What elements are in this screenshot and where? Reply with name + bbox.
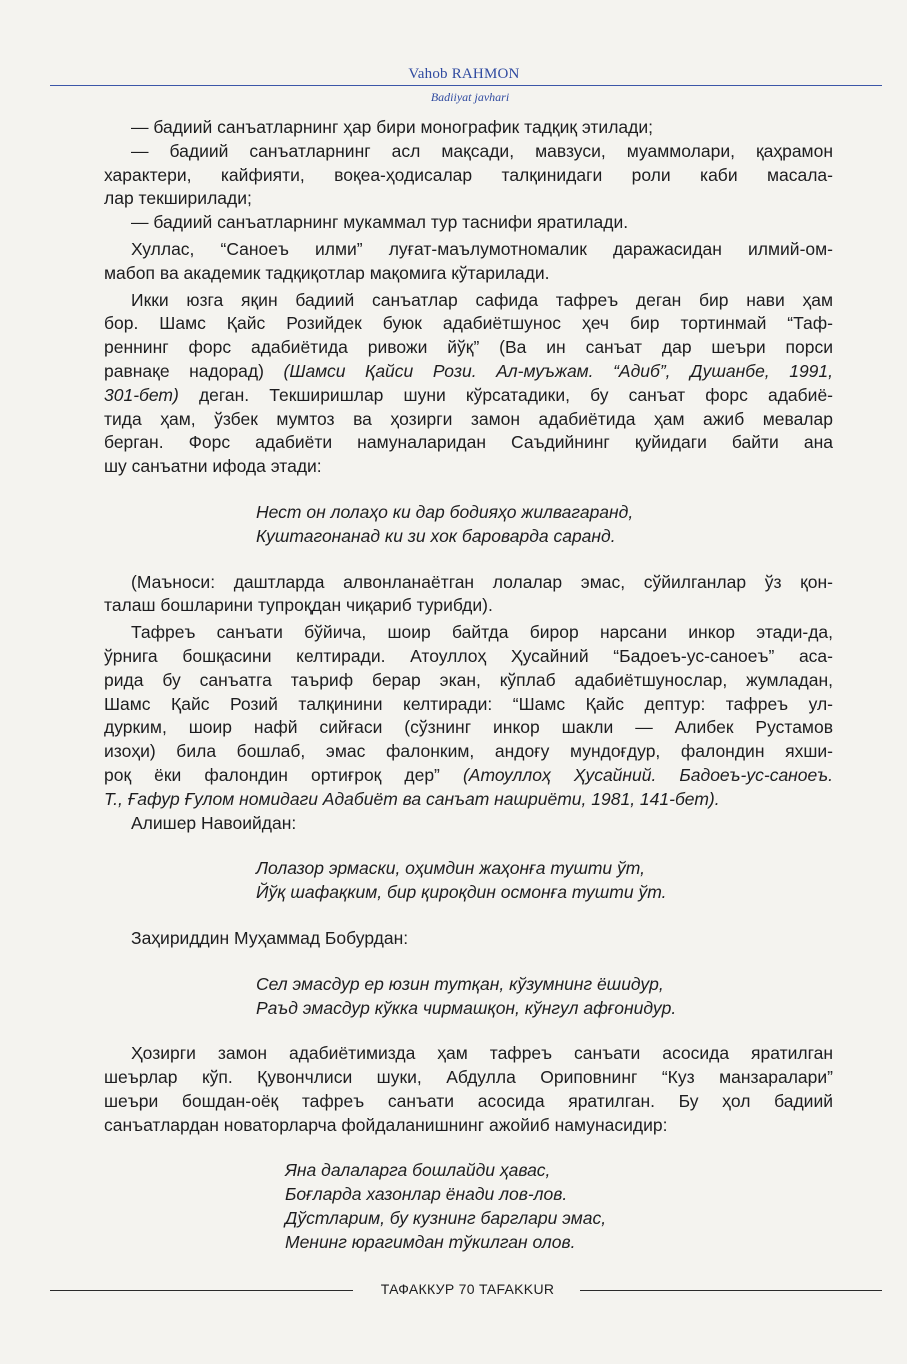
- page-body: [104, 116, 833, 1255]
- text-line: рида бу санъатга таъриф берар экан, кўплаб адабиётшунослар, жумладан,: [104, 669, 833, 690]
- verse-line: Йўқ шафақким, бир қироқдин осмонға тушти ўт.: [256, 882, 667, 903]
- verse-line: Нест он лолаҳо ки дар бодияҳо жилвагаранд,: [256, 501, 634, 522]
- text-line: шу санъатни ифода этади:: [104, 456, 322, 477]
- text-line: реннинг форс адабиётида ривожи йўқ” (Ва ин санъат дар шеъри порси: [104, 337, 833, 358]
- text-line: дурким, шоир нафй сийғаси (сўзнинг инкор шакли — Алибек Рустамов: [104, 717, 833, 738]
- verse-line: Раъд эмасдур кўкка чирмашқон, кўнгул афғонидур.: [256, 997, 677, 1018]
- verse-line: Лолазор эрмаски, оҳимдин жаҳонға тушти ўт,: [256, 858, 646, 879]
- running-head-author: Vahob RAHMON: [408, 66, 520, 82]
- page-footer: ТАФАККУР 70 TAFAKKUR: [380, 1281, 555, 1297]
- verse-line: Яна далаларга бошлайди ҳавас,: [285, 1160, 551, 1181]
- text-line: [104, 788, 833, 812]
- text-line: санъатлардан новаторларча фойдаланишнинг ажойиб намунасидир:: [104, 1114, 668, 1135]
- text-line: ўрнига бошқасини келтиради. Атоуллоҳ Ҳусайний “Бадоеъ-ус-саноеъ” аса-: [104, 645, 833, 666]
- text-line: изоҳи) била бошлаб, эмас фалонким, андоғу мундоғдур, фалондин яхши-: [104, 741, 833, 762]
- text-line: 301-бет) деган. Текширишлар шуни кўрсатадики, бу санъат форс адабиё-: [104, 384, 833, 405]
- text-line: характери, кайфияти, воқеа-ҳодисалар талқинидаги роли каби масала-: [104, 164, 833, 185]
- citation: (Атоуллоҳ Ҳусайний. Бадоеъ-ус-саноеъ.: [462, 764, 833, 785]
- citation: 301-бет): [104, 384, 179, 405]
- text-line: берган. Форс адабиёти намуналаридан Саъдийнинг қуйидаги байти ана: [104, 432, 833, 453]
- text-line: бор. Шамс Қайс Розийдек буюк адабиётшунос ҳеч бир тортинмай “Таф-: [104, 313, 833, 334]
- verse-line: Дўстларим, бу кузнинг барглари эмас,: [285, 1208, 607, 1229]
- header-rule: [50, 85, 882, 86]
- text-line: Тафреъ санъати бўйича, шоир байтда бирор нарсани инкор этади-да,: [131, 622, 833, 643]
- text-line: Алишер Навоийдан:: [131, 812, 297, 833]
- citation: (Шамси Қайси Рози. Ал-муъжам. “Адиб”, Душанбе, 1991,: [283, 360, 834, 381]
- text-line: Ҳозирги замон адабиётимизда ҳам тафреъ санъати асосида яратилган: [131, 1043, 833, 1064]
- text-line: — бадиий санъатларнинг мукаммал тур таснифи яратилади.: [131, 212, 629, 233]
- running-head-title: Badiiyat javhari: [430, 90, 510, 104]
- verse-line: Менинг юрагимдан тўкилган олов.: [285, 1231, 576, 1252]
- text-line: Хуллас, “Саноеъ илми” луғат-маълумотномалик даражасидан илмий-ом-: [131, 238, 833, 259]
- text-line: Шамс Қайс Розий талқинини келтиради: “Шамс Қайс дептур: тафреъ ул-: [104, 693, 833, 714]
- text-line: роқ ёки фалондин ортиғроқ дер” (Атоуллоҳ Ҳусайний. Бадоеъ-ус-саноеъ.: [104, 764, 833, 785]
- text-line: талаш бошларини тупроқдан чиқариб турибди).: [104, 595, 493, 616]
- text-line: Икки юзга яқин бадиий санъатлар сафида тафреъ деган бир нави ҳам: [131, 289, 833, 310]
- footer-rule-left: [50, 1290, 353, 1291]
- text-line: мабоп ва академик тадқиқотлар мақомига кўтарилади.: [104, 262, 550, 283]
- citation: Т., Ғафур Ғулом номидаги Адабиёт ва санъат нашриёти, 1981, 141-бет).: [104, 788, 720, 809]
- text-line: тида ҳам, ўзбек мумтоз ва ҳозирги замон адабиётида ҳам ажиб мевалар: [104, 408, 833, 429]
- text-line: равнақе надорад) (Шамси Қайси Рози. Ал-муъжам. “Адиб”, Душанбе, 1991,: [104, 360, 834, 381]
- text-line: — бадиий санъатларнинг ҳар бири монографик тадқиқ этилади;: [131, 117, 653, 137]
- text-line: шеърлар кўп. Қувончлиси шуки, Абдулла Ориповнинг “Куз манзаралари”: [104, 1067, 833, 1088]
- text-line: шеъри бошдан-оёқ тафреъ санъати асосида яратилган. Бу ҳол бадиий: [104, 1090, 833, 1111]
- verse-line: Куштагонанад ки зи хок баровардa саранд.: [256, 525, 616, 546]
- footer-rule-right: [580, 1290, 882, 1291]
- text-line: Заҳириддин Муҳаммад Бобурдан:: [131, 927, 409, 948]
- text-line: — бадиий санъатларнинг асл мақсади, мавзуси, муаммолари, қаҳрамон: [131, 140, 833, 161]
- text-line: лар текширилади;: [104, 188, 252, 209]
- verse-line: Сел эмасдур ер юзин тутқан, кўзумнинг ёшидур,: [256, 973, 664, 994]
- text-line: (Маъноси: даштларда алвонланаётган лолалар эмас, сўйилганлар ўз қон-: [131, 571, 833, 592]
- verse-line: Боғларда хазонлар ёнади лов-лов.: [285, 1184, 568, 1205]
